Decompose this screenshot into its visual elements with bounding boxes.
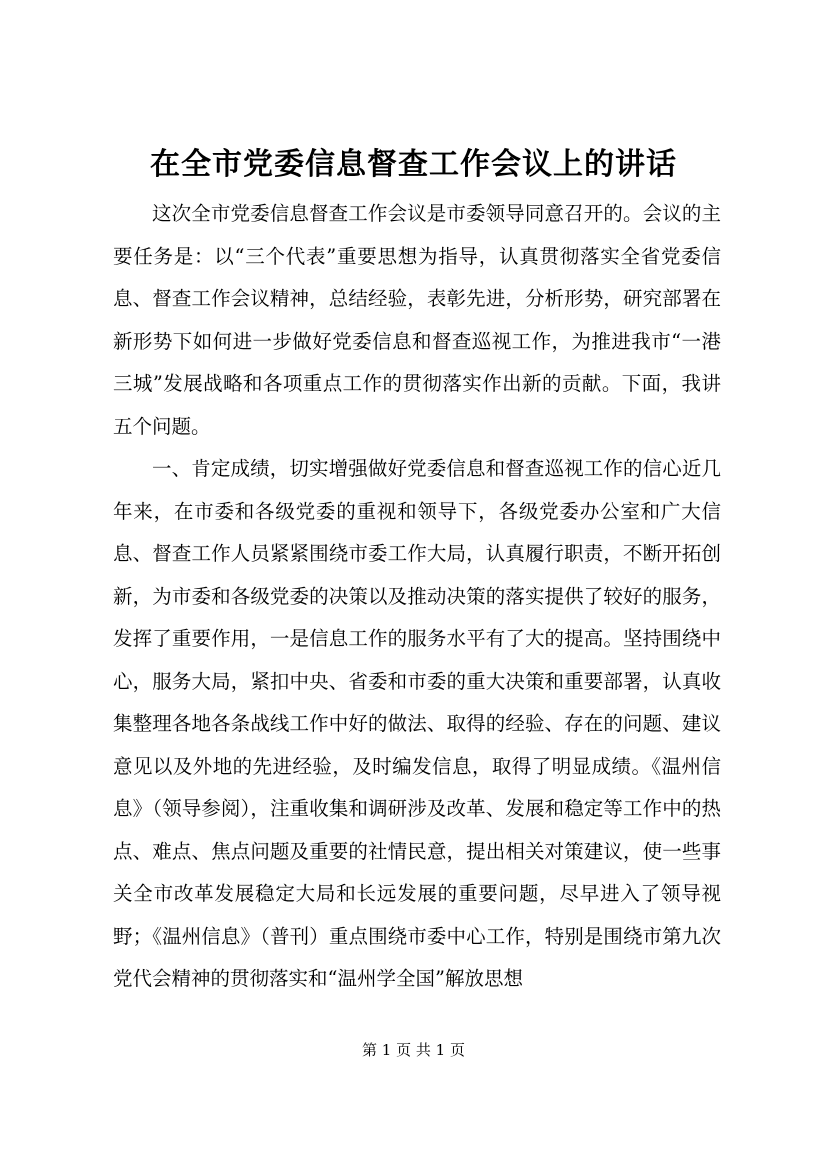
document-title: 在全市党委信息督查工作会议上的讲话 bbox=[150, 147, 677, 182]
page-footer: 第 1 页 共 1 页 bbox=[362, 1041, 465, 1059]
paragraph: 这次全市党委信息督查工作会议是市委领导同意召开的。会议的主要任务是：以“三个代表”重要思想为指导，认真贯彻落实全省党委信息、督查工作会议精神，总结经验，表彰先进，分析形势，研究部署在新形势下如何进一步做好党委信息和督查巡视工作，为推进我市“一港三城”发展战略和各项重点工作的贯彻落实作出新的贡献。下面，我讲五个问题。 bbox=[113, 202, 721, 438]
document-body bbox=[113, 193, 721, 1001]
paragraph: 一、肯定成绩，切实增强做好党委信息和督查巡视工作的信心近几年来，在市委和各级党委的重视和领导下，各级党委办公室和广大信息、督查工作人员紧紧围绕市委工作大局，认真履行职责，不断开拓创新，为市委和各级党委的决策以及推动决策的落实提供了较好的服务，发挥了重要作用，一是信息工作的服务水平有了大的提高。坚持围绕中心，服务大局，紧扣中央、省委和市委的重大决策和重要部署，认真收集整理各地各条战线工作中好的做法、取得的经验、存在的问题、建议意见以及外地的先进经验，及时编发信息，取得了明显成绩。《温州信息》（领导参阅），注重收集和调研涉及改革、发展和稳定等工作中的热点、难点、焦点问题及重要的社情民意，提出相关对策建议，使一些事关全市改革发展稳定大局和长远发展的重要问题，尽早进入了领导视野；《温州信息》（普刊）重点围绕市委中心工作，特别是围绕市第九次党代会精神的贯彻落实和“温州学全国”解放思想 bbox=[113, 457, 721, 990]
